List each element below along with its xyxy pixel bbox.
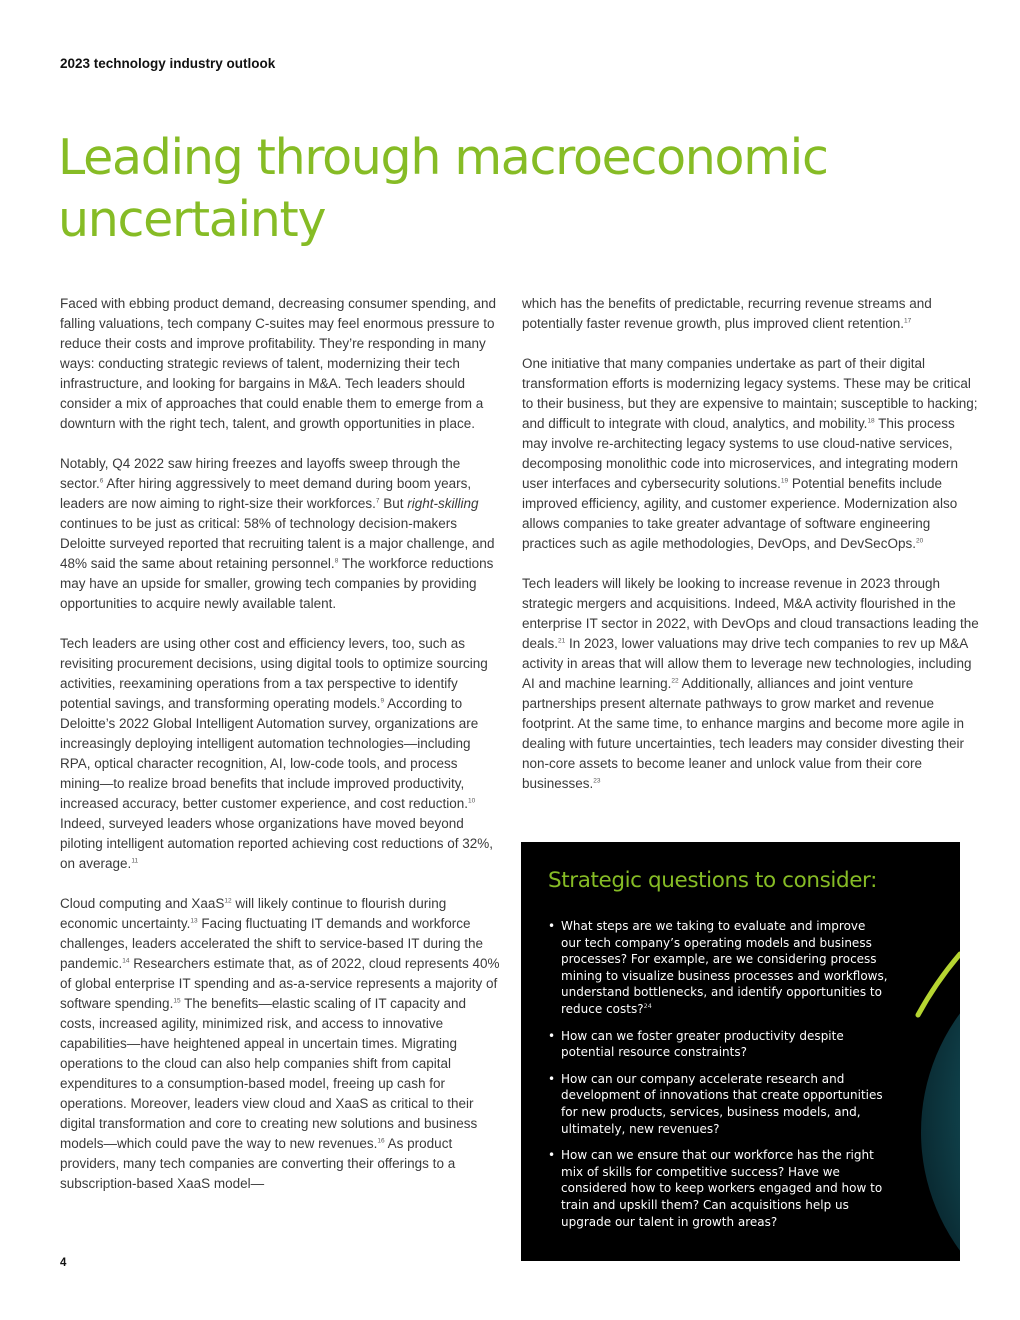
text-span: In 2023, lower valuations may drive tech companies to rev up M&A activity in areas that will allow them to leverage new technologies, including AI and machine learning. <box>522 636 972 691</box>
text-span: One initiative that many companies undertake as part of their digital transformation efforts is modernizing legacy systems. These may be critical to their business, but they are expensive to maintain; susceptible to hacking; and difficult to integrate with cloud, analytics, and mobility. <box>522 356 978 431</box>
text-span: which has the benefits of predictable, recurring revenue streams and potentially faster revenue growth, plus improved client retention. <box>522 296 932 331</box>
footnote-ref[interactable]: 15 <box>173 997 181 1005</box>
text-span: Notably, Q4 2022 saw hiring freezes and layoffs sweep through the sector. <box>60 456 461 491</box>
text-span: As product providers, many tech companies are converting their offerings to a subscription-based XaaS model— <box>60 1136 456 1191</box>
footnote-ref[interactable]: 21 <box>558 637 566 645</box>
left-column <box>60 294 500 1214</box>
green-arc-shape <box>918 954 960 1015</box>
list-item <box>548 1147 888 1230</box>
bullet-icon: • <box>548 1028 556 1043</box>
footnote-ref[interactable]: 20 <box>915 537 924 545</box>
paragraph-efficiency-levers <box>60 634 500 874</box>
text-span: After hiring aggressively to meet demand during boom years, leaders are now aiming to right-size their workforces. <box>60 476 472 511</box>
text-span: will likely continue to flourish during economic uncertainty. <box>60 896 447 931</box>
footnote-ref[interactable]: 24 <box>643 1001 652 1010</box>
text-span: This process may involve re-architecting legacy systems to use cloud-native services, decomposing monolithic code into microservices, and integrating modern user interfaces and cybersecurity solutions. <box>522 416 958 491</box>
footnote-ref[interactable]: 14 <box>122 957 130 965</box>
paragraph-xaas-benefits <box>522 294 982 334</box>
footnote-ref[interactable]: 6 <box>99 477 104 485</box>
text-span: Indeed, surveyed leaders whose organizations have moved beyond piloting intelligent automation reported achieving cost reductions of 32%, on average. <box>60 816 494 871</box>
footnote-ref[interactable]: 12 <box>224 897 232 905</box>
bullet-icon: • <box>548 1071 556 1086</box>
footnote-ref[interactable]: 23 <box>593 777 601 785</box>
footnote-ref[interactable]: 9 <box>380 697 385 705</box>
paragraph-talent <box>60 454 500 614</box>
text-span: Tech leaders will likely be looking to increase revenue in 2023 through strategic mergers and acquisitions. Indeed, M&A activity flourished in the enterprise IT sector in 2022, with DevOps and cloud transactions leading the deals. <box>522 576 979 651</box>
question-text: What steps are we taking to evaluate and improve our tech company’s operating models and business processes? For example, are we considering process mining to visualize business processes and workflows, understand bottlenecks, and identify opportunities to reduce costs? <box>561 919 888 1016</box>
question-text: How can we foster greater productivity despite potential resource constraints? <box>561 1028 844 1060</box>
question-text: How can we ensure that our workforce has the right mix of skills for competitive success? Have we considered how to keep workers engaged and how to train and upskill them? Can acquisitions help us upgrade our talent in growth areas? <box>561 1148 883 1229</box>
text-span: Facing fluctuating IT demands and workforce challenges, leaders accelerated the shift to service-based IT during the pandemic. <box>60 916 483 971</box>
text-span: Researchers estimate that, as of 2022, cloud represents 40% of global enterprise IT spending and as-a-service represents a majority of software spending. <box>60 956 500 1011</box>
strategic-questions-box <box>521 842 960 1261</box>
right-column <box>522 294 982 814</box>
emphasis-right-skilling: right-skilling <box>407 496 479 511</box>
page-title: Leading through macroeconomic uncertainty <box>58 129 828 248</box>
text-span: Additionally, alliances and joint venture partnerships present alternate pathways to grow market and revenue footprint. At the same time, to enhance margins and become more agile in dealing with future uncertainties, tech leaders may consider divesting their non-core assets to become leaner and unlock value from their core businesses. <box>522 676 964 791</box>
text-span: Potential benefits include improved efficiency, agility, and customer experience. Modernization also allows companies to take greater advantage of software engineering practices such as agile methodologies, DevOps, and DevSecOps. <box>522 476 958 551</box>
paragraph-mergers-acquisitions <box>522 574 982 794</box>
question-text: How can our company accelerate research and development of innovations that create opportunities for new products, services, business models, and, ultimately, new revenues? <box>561 1071 883 1136</box>
text-span: Cloud computing and XaaS <box>60 896 225 911</box>
bullet-icon: • <box>548 919 556 933</box>
text-span: Tech leaders are using other cost and efficiency levers, too, such as revisiting procurement decisions, using digital tools to optimize sourcing activities, reexamining operations from a tax perspective to identify potential savings, and transforming operating models. <box>60 636 488 711</box>
footnote-ref[interactable]: 11 <box>131 857 139 865</box>
list-item <box>548 1071 888 1137</box>
paragraph-cloud-xaas <box>60 894 500 1194</box>
paragraph-cost-pressure: Faced with ebbing product demand, decreasing consumer spending, and falling valuations, tech company C-suites may feel enormous pressure to reduce their costs and improve profitability. They’re responding in many ways: conducting strategic reviews of talent, modernizing their tech infrastructure, and looking for bargains in M&A. Tech leaders should consider a mix of approaches that could enable them to emerge from a downturn with the right tech, talent, and growth opportunities in place. <box>60 296 497 431</box>
footnote-ref[interactable]: 17 <box>903 317 912 325</box>
footnote-ref[interactable]: 19 <box>780 477 789 485</box>
page-number: 4 <box>60 1257 67 1269</box>
text-span: The workforce reductions may have an upside for smaller, growing tech companies by providing opportunities to acquire newly available talent. <box>60 556 494 611</box>
footnote-ref[interactable]: 16 <box>377 1137 385 1145</box>
footnote-ref[interactable]: 13 <box>190 917 198 925</box>
strategic-questions-list <box>548 918 888 1240</box>
paragraph-legacy-modernization <box>522 354 982 554</box>
text-span: According to Deloitte’s 2022 Global Intelligent Automation survey, organizations are increasingly deploying intelligent automation technologies—including RPA, optical character recognition, AI, low-code tools, and process mining—to realize broad benefits that include improved productivity, increased accuracy, better customer experience, and cost reduction. <box>60 696 479 811</box>
list-item <box>548 1028 888 1061</box>
sidebar-title: Strategic questions to consider: <box>548 868 877 893</box>
footnote-ref[interactable]: 10 <box>467 797 476 805</box>
list-item <box>548 918 888 1018</box>
bullet-icon: • <box>548 1148 556 1163</box>
footnote-ref[interactable]: 7 <box>375 497 380 505</box>
text-span: The benefits—elastic scaling of IT capacity and costs, increased agility, minimized risk, and access to innovative capabilities—have heightened appeal in uncertain times. Migrating operations to the cloud can also help companies shift from capital expenditures to a consumption-based model, freeing up cash for operations. Moreover, leaders view cloud and XaaS as critical to their digital transformation and core to creating new solutions and business models—which could pave the way to new revenues. <box>60 996 478 1151</box>
footnote-ref[interactable]: 8 <box>334 557 339 565</box>
footnote-ref[interactable]: 18 <box>867 417 875 425</box>
report-title: 2023 technology industry outlook <box>60 56 276 71</box>
text-span: continues to be just as critical: 58% of technology decision-makers Deloitte surveyed reported that recruiting talent is a major challenge, and 48% said the same about retaining personnel. <box>60 516 495 571</box>
footnote-ref[interactable]: 22 <box>671 677 679 685</box>
text-span: But <box>379 496 408 511</box>
